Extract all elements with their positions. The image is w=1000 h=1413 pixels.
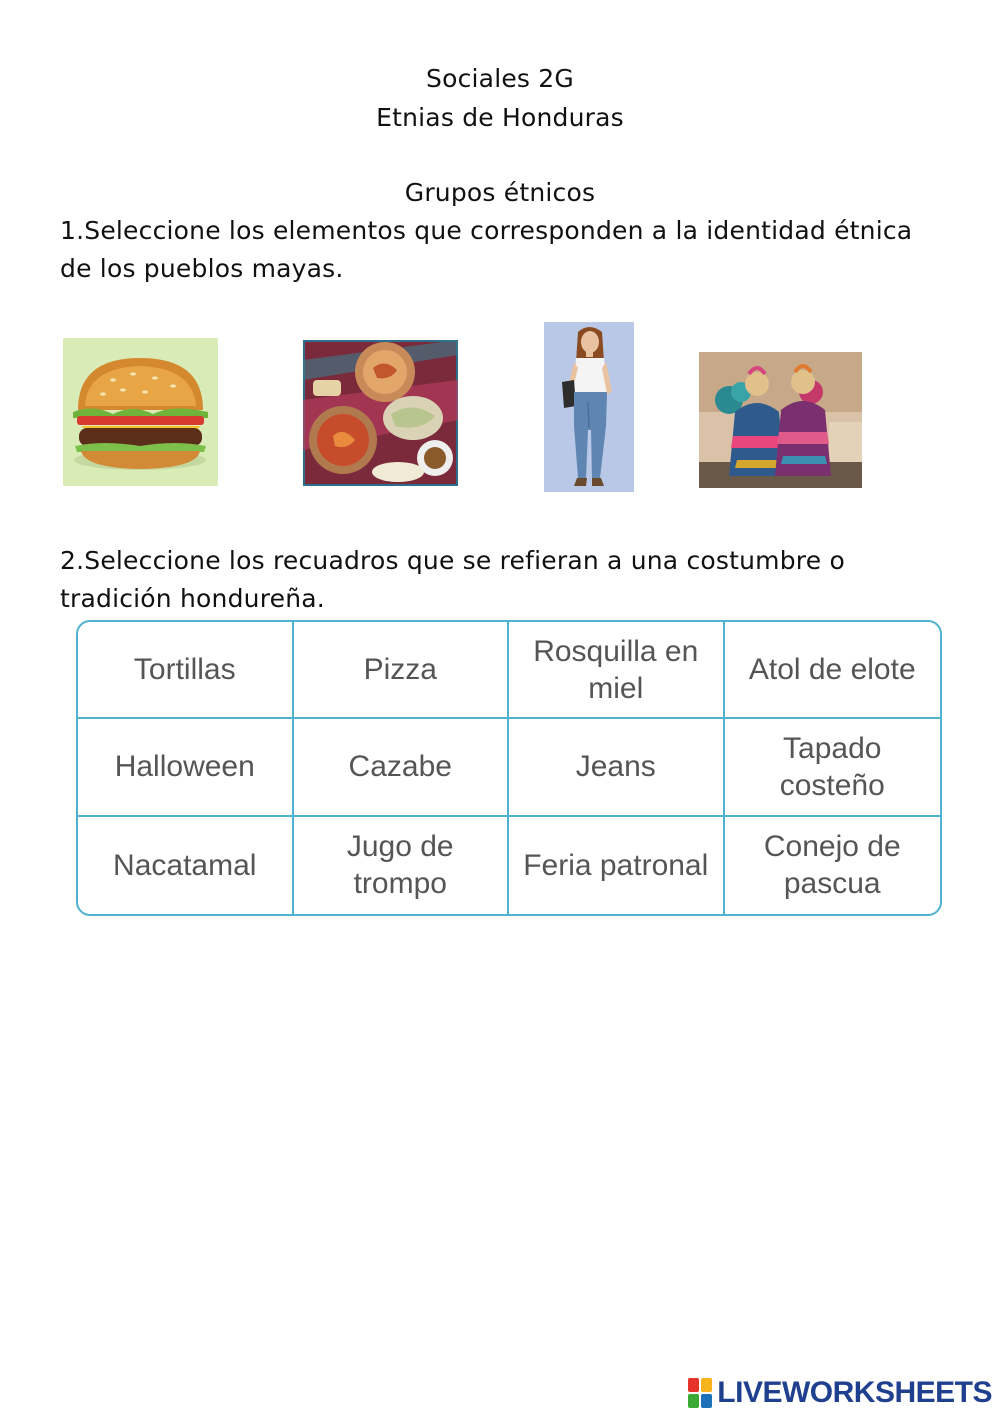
choice-cell[interactable]: Feria patronal bbox=[509, 817, 725, 914]
choice-cell[interactable]: Jugo de trompo bbox=[294, 817, 510, 914]
choice-cell[interactable]: Atol de elote bbox=[725, 622, 941, 719]
choices-table bbox=[76, 620, 942, 916]
brand-name: LIVEWORKSHEETS bbox=[717, 1376, 992, 1409]
choice-cell[interactable]: Tortillas bbox=[78, 622, 294, 719]
choice-cell[interactable]: Jeans bbox=[509, 719, 725, 816]
choice-cell[interactable]: Rosquilla en miel bbox=[509, 622, 725, 719]
worksheet-subject: Sociales 2G bbox=[426, 64, 574, 93]
section-title: Grupos étnicos bbox=[404, 178, 596, 207]
choice-cell[interactable]: Halloween bbox=[78, 719, 294, 816]
worksheet-topic: Etnias de Honduras bbox=[376, 103, 624, 132]
choice-cell[interactable]: Nacatamal bbox=[78, 817, 294, 914]
craft-dolls-image[interactable] bbox=[699, 352, 862, 488]
liveworksheets-logo bbox=[688, 1374, 992, 1412]
choice-cell[interactable]: Pizza bbox=[294, 622, 510, 719]
question-1-text: 1.Seleccione los elementos que corresponden a la identidad étnica de los pueblos mayas. bbox=[60, 216, 913, 283]
traditional-food-image[interactable] bbox=[303, 340, 458, 486]
choice-cell[interactable]: Tapado costeño bbox=[725, 719, 941, 816]
choice-cell[interactable]: Conejo de pascua bbox=[763, 830, 901, 901]
hamburger-image[interactable] bbox=[63, 338, 218, 486]
question-2-text: 2.Seleccione los recuadros que se refieran a una costumbre o tradición hondureña. bbox=[60, 546, 845, 613]
woman-in-jeans-image[interactable] bbox=[544, 322, 634, 492]
choice-cell[interactable]: Cazabe bbox=[294, 719, 510, 816]
liveworksheets-icon bbox=[688, 1378, 712, 1408]
